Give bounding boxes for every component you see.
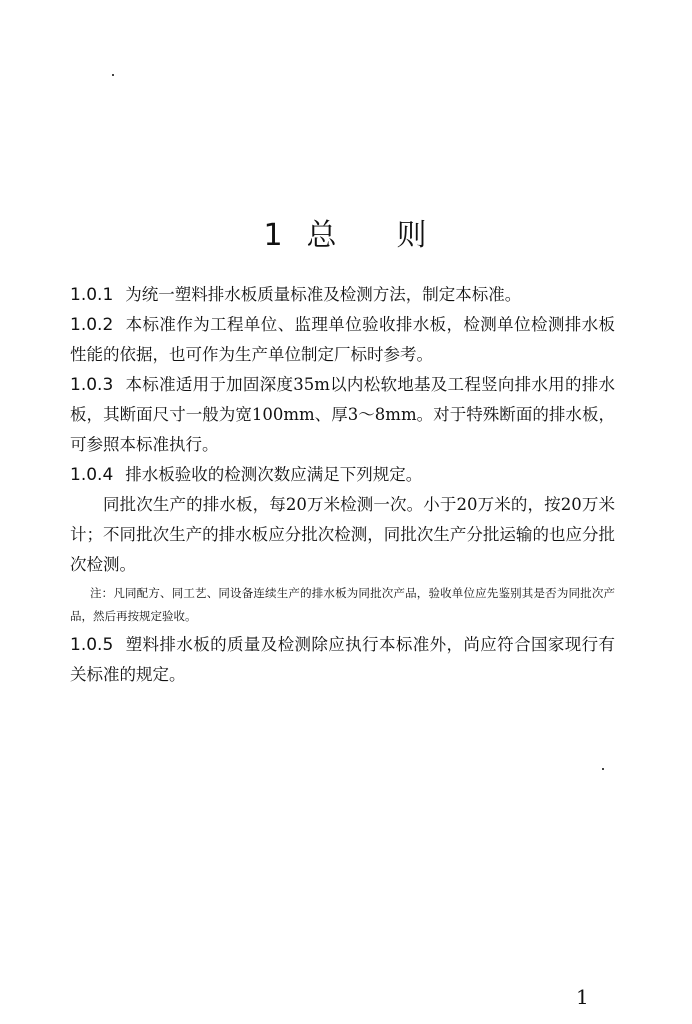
clause-number: 1.0.1	[70, 285, 114, 305]
chapter-title-char-1: 总	[306, 218, 339, 253]
clause-1-0-1	[70, 280, 615, 310]
chapter-title-char-2: 则	[396, 218, 429, 253]
scan-speck	[602, 768, 604, 770]
clause-1-0-4	[70, 460, 615, 490]
clause-number: 1.0.5	[70, 635, 114, 655]
clause-number: 1.0.4	[70, 465, 114, 485]
chapter-title	[0, 216, 692, 256]
clause-1-0-3	[70, 370, 615, 460]
clause-1-0-5	[70, 630, 615, 690]
scan-speck	[112, 74, 114, 76]
page-number: 1	[576, 985, 589, 1009]
chapter-number: 1	[263, 218, 285, 253]
clause-text: 排水板验收的检测次数应满足下列规定。	[125, 465, 423, 484]
clause-number: 1.0.3	[70, 375, 114, 395]
clause-1-0-2	[70, 310, 615, 370]
clause-text: 塑料排水板的质量及检测除应执行本标准外，尚应符合国家现行有关标准的规定。	[70, 635, 615, 684]
chapter-body	[70, 280, 615, 690]
clause-text: 本标准作为工程单位、监理单位验收排水板，检测单位检测排水板性能的依据，也可作为生产单位制定厂标时参考。	[70, 315, 615, 364]
clause-text: 本标准适用于加固深度35m以内松软地基及工程竖向排水用的排水板，其断面尺寸一般为宽100mm、厚3～8mm。对于特殊断面的排水板，可参照本标准执行。	[70, 375, 615, 454]
clause-number: 1.0.2	[70, 315, 114, 335]
clause-1-0-4-detail: 同批次生产的排水板，每20万米检测一次。小于20万米的，按20万米计；不同批次生产的排水板应分批次检测，同批次生产分批运输的也应分批次检测。	[70, 495, 615, 574]
clause-text: 为统一塑料排水板质量标准及检测方法，制定本标准。	[125, 285, 522, 304]
clause-1-0-4-note: 注：凡同配方、同工艺、同设备连续生产的排水板为同批次产品，验收单位应先鉴别其是否为同批次产品，然后再按规定验收。	[70, 586, 615, 623]
